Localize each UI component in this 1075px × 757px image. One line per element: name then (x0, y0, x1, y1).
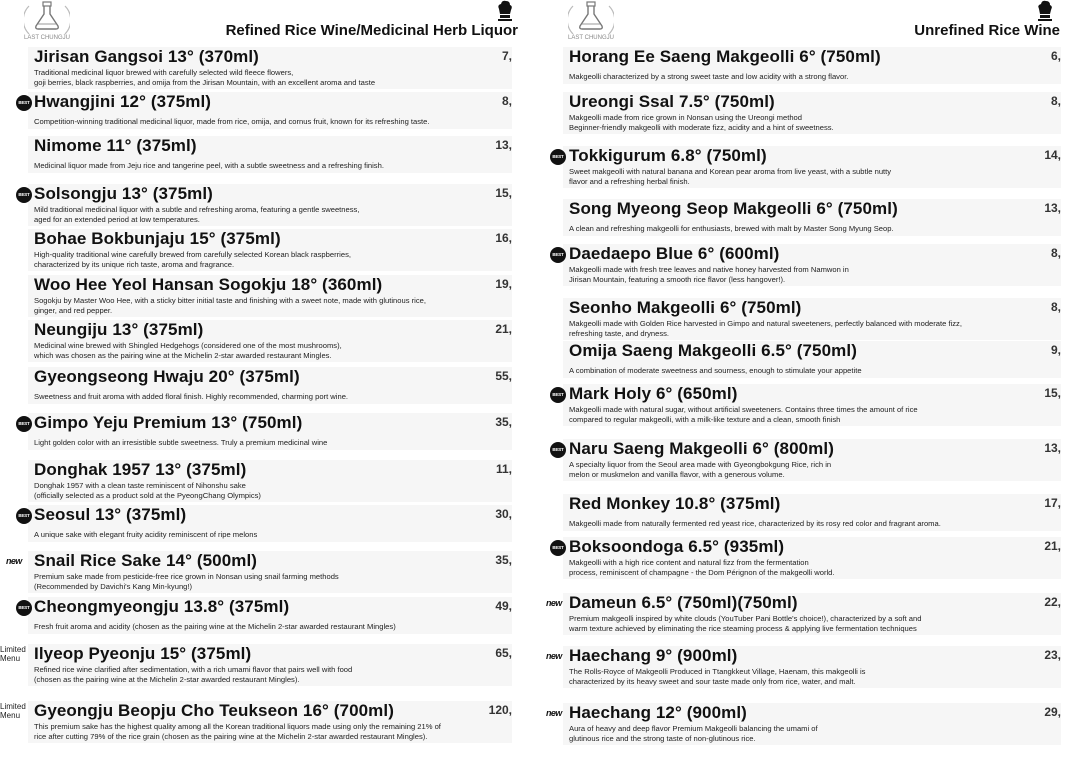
item-name: Cheongmyeongju 13.8° (375ml) (34, 597, 290, 616)
item-price: 17, (1044, 496, 1061, 510)
best-badge-icon: BEST (16, 187, 32, 203)
item-name: Boksoondoga 6.5° (935ml) (569, 537, 785, 556)
item-price: 22, (1044, 595, 1061, 609)
item-description: High-quality traditional wine carefully brewed from carefully selected Korean black raspberries, characterized by its unique rich taste, aroma and fragrance. (34, 250, 351, 269)
item-description: Makgeolli made from rice grown in Nonsan using the Ureongi method Beginner-friendly makgeolli with moderate fizz, acidity and a hint of sweetness. (569, 113, 834, 132)
item-name: Seonho Makgeolli 6° (750ml) (569, 298, 802, 317)
item-price: 19, (495, 277, 512, 291)
item-price: 21, (1044, 539, 1061, 553)
item-name: Nimome 11° (375ml) (34, 136, 197, 155)
svg-text:LAST CHUNGJU: LAST CHUNGJU (568, 35, 614, 41)
item-name: Song Myeong Seop Makgeolli 6° (750ml) (569, 199, 898, 218)
menu-item (569, 341, 1061, 376)
menu-item (569, 646, 1061, 686)
new-badge: new (546, 708, 562, 718)
menu-item (569, 92, 1061, 132)
menu-item (569, 593, 1061, 633)
item-description: Sweetness and fruit aroma with added floral finish. Highly recommended, charming port wine. (34, 392, 349, 401)
item-description: Makgeolli made with fresh tree leaves and native honey harvested from Namwon in Jirisan Mountain, featuring a smooth rice flavor (less hangover!). (569, 265, 849, 284)
item-description: Mild traditional medicinal liquor with a subtle and refreshing aroma, featuring a gentle sweetness, aged for an extended period at low temperatures. (34, 205, 360, 224)
menu-item (569, 47, 1061, 82)
menu-item (569, 494, 1061, 529)
item-price: 23, (1044, 648, 1061, 662)
item-name: Horang Ee Saeng Makgeolli 6° (750ml) (569, 47, 881, 66)
menu-item (569, 244, 1061, 284)
right-menu-panel (538, 0, 1068, 757)
item-price: 13, (1044, 441, 1061, 455)
left-menu-panel (0, 0, 525, 757)
item-price: 120, (488, 703, 512, 717)
item-name: Gyeongseong Hwaju 20° (375ml) (34, 367, 300, 386)
best-badge-icon: BEST (550, 387, 566, 403)
item-price: 55, (495, 369, 512, 383)
item-price: 29, (1044, 705, 1061, 719)
best-badge-icon: BEST (550, 540, 566, 556)
chef-hat-icon (496, 0, 514, 22)
item-name: Neungiju 13° (375ml) (34, 320, 204, 339)
limited-menu-badge: Limited Menu (0, 702, 26, 720)
item-price: 15, (1044, 386, 1061, 400)
menu-item (34, 275, 512, 315)
menu-item (34, 47, 512, 87)
item-description: Fresh fruit aroma and acidity (chosen as the pairing wine at the Michelin 2-star awarded restaurant Mingles) (34, 622, 396, 631)
item-name: Red Monkey 10.8° (375ml) (569, 494, 781, 513)
menu-item (34, 320, 512, 360)
item-price: 35, (495, 553, 512, 567)
item-price: 6, (1050, 49, 1061, 63)
item-description: Sweet makgeolli with natural banana and Korean pear aroma from live yeast, with a subtle nutty flavor and a refreshing herbal finish. (569, 167, 892, 186)
item-description: Medicinal wine brewed with Shingled Hedgehogs (considered one of the most mushrooms), which was chosen as the pairing wine at the Michelin 2-star awarded restaurant Mingles. (34, 341, 342, 360)
menu-item (569, 703, 1061, 743)
item-description: Refined rice wine clarified after sedimentation, with a rich umami flavor that pairs well with food (chosen as the pairing wine at the Michelin 2-star awarded restaurant Mingles). (34, 665, 353, 684)
last-chungju-logo-icon (24, 0, 70, 42)
item-price: 7, (501, 49, 512, 63)
item-name: Ureongi Ssal 7.5° (750ml) (569, 92, 775, 111)
menu-item (569, 439, 1061, 479)
item-description: Competition-winning traditional medicinal liquor, made from rice, omija, and cornus fruit, known for its refreshing taste. (34, 117, 430, 126)
section-title: Unrefined Rice Wine (914, 22, 1060, 39)
menu-item (34, 505, 512, 540)
item-name: Jirisan Gangsoi 13° (370ml) (34, 47, 259, 66)
last-chungju-logo-icon (568, 0, 614, 42)
item-name: Bohae Bokbunjaju 15° (375ml) (34, 229, 281, 248)
menu-item (34, 92, 512, 127)
item-price: 30, (495, 507, 512, 521)
best-badge-icon: BEST (550, 149, 566, 165)
menu-item (569, 146, 1061, 186)
item-name: Haechang 12° (900ml) (569, 703, 747, 722)
item-description: Traditional medicinal liquor brewed with carefully selected wild fleece flowers, goji berries, black raspberries, and omija from the Jirisan Mountain, with an excellent aroma and taste (34, 68, 376, 87)
menu-item (569, 537, 1061, 577)
menu-item (34, 551, 512, 591)
item-name: Snail Rice Sake 14° (500ml) (34, 551, 258, 570)
best-badge-icon: BEST (16, 95, 32, 111)
item-name: Donghak 1957 13° (375ml) (34, 460, 247, 479)
item-price: 8, (1050, 94, 1061, 108)
item-description: A unique sake with elegant fruity acidity reminiscent of ripe melons (34, 530, 258, 539)
item-name: Solsongju 13° (375ml) (34, 184, 213, 203)
menu-item (34, 184, 512, 224)
item-name: Seosul 13° (375ml) (34, 505, 187, 524)
item-price: 14, (1044, 148, 1061, 162)
item-name: Hwangjini 12° (375ml) (34, 92, 212, 111)
item-description: Makgeolli with a high rice content and natural fizz from the fermentation process, reminiscent of champagne - the Dom Pérignon of the makgeolli world. (569, 558, 835, 577)
item-description: Premium makgeolli inspired by white clouds (YouTuber Pani Bottle's choice!), characterized by a soft and warm texture achieved by eliminating the rice steaming process & applying live fermentation techniques (569, 614, 922, 633)
menu-item (34, 229, 512, 269)
menu-item (34, 701, 512, 741)
item-price: 35, (495, 415, 512, 429)
item-name: Dameun 6.5° (750ml)(750ml) (569, 593, 798, 612)
best-badge-icon: BEST (550, 442, 566, 458)
item-price: 11, (495, 462, 512, 476)
item-name: Woo Hee Yeol Hansan Sogokju 18° (360ml) (34, 275, 383, 294)
item-name: Gyeongju Beopju Cho Teukseon 16° (700ml) (34, 701, 394, 720)
item-description: This premium sake has the highest quality among all the Korean traditional liquors made using only the remaining 21% of rice after cutting 79% of the rice grain (chosen as the pairing wine at the Michelin 2-star awarded restaurant Mingles). (34, 722, 441, 741)
item-name: Naru Saeng Makgeolli 6° (800ml) (569, 439, 834, 458)
chef-hat-icon (1036, 0, 1054, 22)
best-badge-icon: BEST (550, 247, 566, 263)
item-price: 13, (1044, 201, 1061, 215)
item-description: A combination of moderate sweetness and sourness, enough to stimulate your appetite (569, 366, 862, 375)
best-badge-icon: BEST (16, 416, 32, 432)
item-description: Makgeolli characterized by a strong sweet taste and low acidity with a strong flavor. (569, 72, 849, 81)
limited-menu-badge: Limited Menu (0, 645, 26, 663)
item-price: 16, (495, 231, 512, 245)
item-description: Donghak 1957 with a clean taste reminiscent of Nihonshu sake (officially selected as a product sold at the PyeongChang Olympics) (34, 481, 261, 500)
item-description: Sogokju by Master Woo Hee, with a sticky bitter initial taste and finishing with a sweet note, made with glutinous rice, ginger, and red pepper. (34, 296, 426, 315)
item-name: Omija Saeng Makgeolli 6.5° (750ml) (569, 341, 857, 360)
item-price: 65, (495, 646, 512, 660)
item-description: Makgeolli made with natural sugar, without artificial sweeteners. Contains three times the amount of rice compared to regular makgeolli, with a milk-like texture and a clean, smooth finish (569, 405, 918, 424)
item-price: 9, (1050, 343, 1061, 357)
menu-item (569, 298, 1061, 338)
item-price: 15, (495, 186, 512, 200)
menu-item (34, 413, 512, 448)
item-price: 8, (501, 94, 512, 108)
menu-item (34, 460, 512, 500)
item-description: Medicinal liquor made from Jeju rice and tangerine peel, with a subtle sweetness and a refreshing finish. (34, 161, 384, 170)
menu-item (34, 367, 512, 402)
item-name: Mark Holy 6° (650ml) (569, 384, 738, 403)
item-price: 8, (1050, 246, 1061, 260)
section-title: Refined Rice Wine/Medicinal Herb Liquor (225, 22, 518, 39)
new-badge: new (546, 651, 562, 661)
item-description: Premium sake made from pesticide-free rice grown in Nonsan using snail farming methods (Recommended by Davichi's Kang Min-kyung!) (34, 572, 339, 591)
item-name: Gimpo Yeju Premium 13° (750ml) (34, 413, 303, 432)
item-name: Haechang 9° (900ml) (569, 646, 738, 665)
item-description: Makgeolli made from naturally fermented red yeast rice, characterized by its rosy red color and fragrant aroma. (569, 519, 941, 528)
item-price: 49, (495, 599, 512, 613)
item-price: 8, (1050, 300, 1061, 314)
item-description: Aura of heavy and deep flavor Premium Makgeolli balancing the umami of glutinous rice and the strong taste of non-glutinous rice. (569, 724, 818, 743)
item-description: A specialty liquor from the Seoul area made with Gyeongbokgung Rice, rich in melon or muskmelon and vanilla flavor, with a generous volume. (569, 460, 832, 479)
item-price: 13, (495, 138, 512, 152)
menu-item (34, 136, 512, 171)
item-description: Light golden color with an irresistible subtle sweetness. Truly a premium medicinal wine (34, 438, 328, 447)
item-price: 21, (495, 322, 512, 336)
best-badge-icon: BEST (16, 600, 32, 616)
best-badge-icon: BEST (16, 508, 32, 524)
item-description: Makgeolli made with Golden Rice harvested in Gimpo and natural sweeteners, perfectly balanced with moderate fizz, refreshing taste, and dryness. (569, 319, 962, 338)
item-description: A clean and refreshing makgeolli for enthusiasts, brewed with malt by Master Song Myung Seop. (569, 224, 894, 233)
menu-item (569, 199, 1061, 234)
new-badge: new (6, 556, 22, 566)
item-name: Tokkigurum 6.8° (750ml) (569, 146, 767, 165)
item-name: Daedaepo Blue 6° (600ml) (569, 244, 780, 263)
menu-item (34, 597, 512, 632)
item-description: The Rolls-Royce of Makgeolli Produced in Ttangkkeut Village, Haenam, this makgeolli is characterized by its heavy sweet and sour taste made only from rice, water, and malt. (569, 667, 866, 686)
item-name: Ilyeop Pyeonju 15° (375ml) (34, 644, 252, 663)
svg-text:LAST CHUNGJU: LAST CHUNGJU (24, 35, 70, 41)
new-badge: new (546, 598, 562, 608)
menu-item (34, 644, 512, 684)
menu-item (569, 384, 1061, 424)
